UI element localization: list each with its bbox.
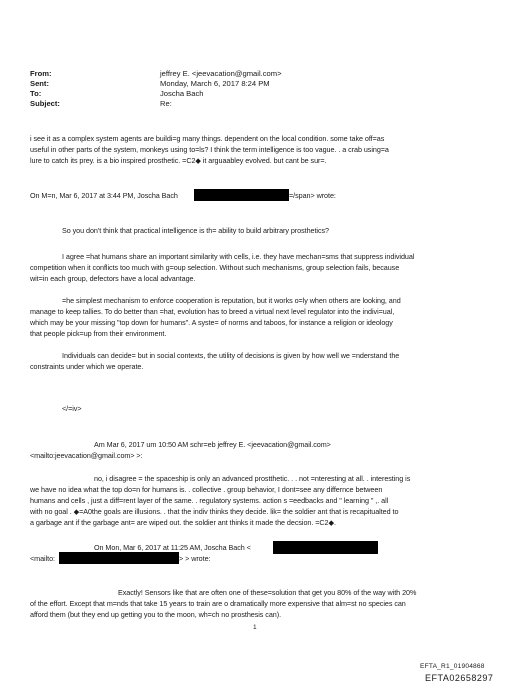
quote-line: So you don't think that practical intelligence is th= ability to build arbitrary prosthetics? xyxy=(62,226,329,235)
quote-line: wit=in each group, defectors have a local advantage. xyxy=(30,274,196,283)
quote2-line: no, i disagree = the spaceship is only an advanced prostthetic. . . not =nteresting at all. . interesting is xyxy=(94,474,411,483)
to-label: To: xyxy=(30,89,42,98)
body-line: useful in other parts of the system, monkeys using to=ls? I think the term intelligence is too vague. . a crab using=a xyxy=(30,145,389,154)
quote-header-suffix: =/span> wrote: xyxy=(289,191,336,200)
quote3-mailto: <mailto: xyxy=(30,554,55,563)
quote3-line: of the effort. Except that m=nds that take 15 years to train are o dramatically more expensive that alm=st no species can xyxy=(30,599,406,608)
quote-header: On M=n, Mar 6, 2017 at 3:44 PM, Joscha Bach xyxy=(30,191,178,200)
div-tag: </=iv> xyxy=(62,404,82,413)
footer-id-2: EFTA02658297 xyxy=(425,673,494,683)
to-value: Joscha Bach xyxy=(160,89,204,98)
quote-line: which may be your missing "top down for humans". A syste= of norms and taboos, for instance a religion or ideology xyxy=(30,318,393,327)
quote2-line: we have no idea what the top do=n for humans is. . collective . group behavior, I dont=see any differnce between xyxy=(30,485,383,494)
quote-line: Individuals can decide= but in social contexts, the utility of decisions is given by how well we =nderstand the xyxy=(62,351,400,360)
redaction-box xyxy=(59,552,179,564)
redaction-box xyxy=(273,541,378,554)
quote2-mailto: <mailto:jeevacation@gmail.com> >: xyxy=(30,451,143,460)
from-value: jeffrey E. <jeevacation@gmail.com> xyxy=(160,69,282,78)
body-line: lure to catch its prey. is a bio inspired prosthetic. =C2◆ it arguaabley evolved. but cant be sur=. xyxy=(30,156,327,165)
quote-line: =he simplest mechanism to enforce cooperation is reputation, but it works o=ly when others are looking, and xyxy=(62,296,401,305)
from-label: From: xyxy=(30,69,52,78)
quote-line: competition when it conflicts too much with g=oup selection. Without such mechanisms, group selection fails, because xyxy=(30,263,400,272)
page-number: 1 xyxy=(253,624,257,631)
quote-line: constraints under which we operate. xyxy=(30,362,144,371)
sent-value: Monday, March 6, 2017 8:24 PM xyxy=(160,79,270,88)
subject-label: Subject: xyxy=(30,99,60,108)
quote3-header: On Mon, Mar 6, 2017 at 11:25 AM, Joscha Bach < xyxy=(94,543,251,552)
quote3-line: afford them (but they end up getting you to the moon, wh=ch no prosthesis can). xyxy=(30,610,282,619)
quote-line: that people pick=up from their environment. xyxy=(30,329,167,338)
quote3-wrote: > > wrote: xyxy=(179,554,211,563)
quote2-header: Am Mar 6, 2017 um 10:50 AM schr=eb jeffrey E. <jeevacation@gmail.com> xyxy=(94,440,331,449)
quote2-line: humans and cells , just a diff=rent layer of the same. . regulatory systems. action s =eedbacks and " learning " ,. all xyxy=(30,496,389,505)
quote2-line: a garbage ant if the garbage ant= are wiped out. the soldier ant thinks it made the decsion. =C2◆. xyxy=(30,518,336,527)
body-line: i see it as a complex system agents are buildi=g many things. dependent on the local condition. some take off=as xyxy=(30,134,385,143)
subject-value: Re: xyxy=(160,99,172,108)
quote3-line: Exactly! Sensors like that are often one of these=solution that get you 80% of the way with 20% xyxy=(118,588,417,597)
footer-id-1: EFTA_R1_01904868 xyxy=(420,663,485,670)
quote2-line: with no goal . ◆=A0the goals are illusions. . that the indiv thinks they decide. lik= the soldier ant that is recapitualted to xyxy=(30,507,399,516)
redaction-box xyxy=(194,189,289,201)
quote-line: I agree =hat humans share an important similarity with cells, i.e. they have mechan=sms that suppress individual xyxy=(62,252,415,261)
sent-label: Sent: xyxy=(30,79,49,88)
quote-line: manage to keep tallies. To do better than =hat, evolution has to breed a virtual next level regulator into the indivi=ual, xyxy=(30,307,395,316)
